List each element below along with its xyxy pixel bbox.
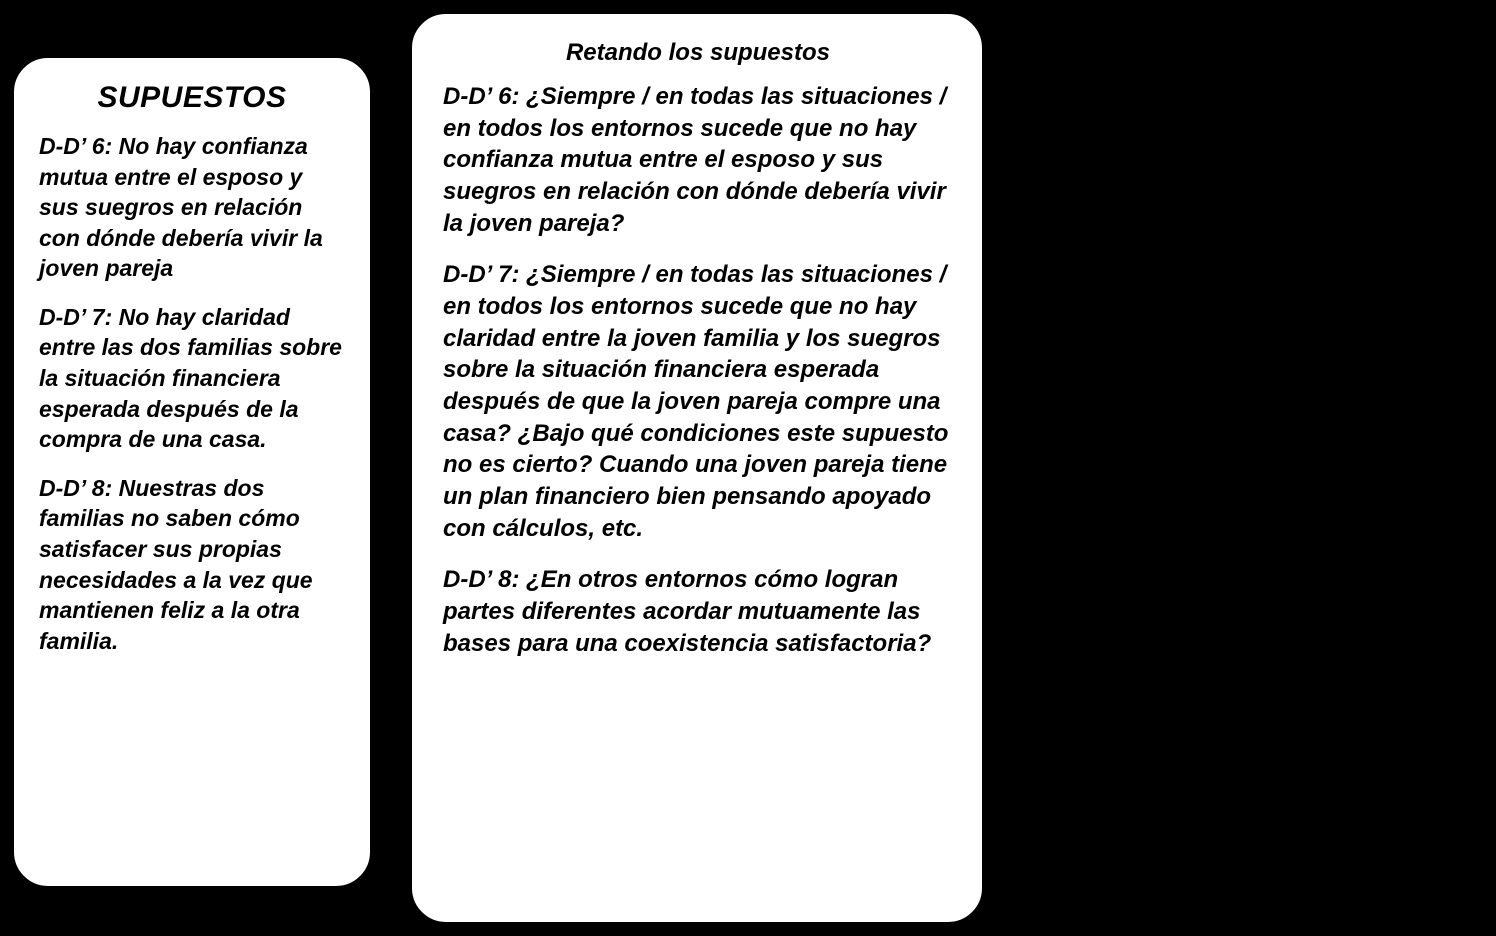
assumption-item-3: D-D’ 8: Nuestras dos familias no saben cómo satisfacer sus propias necesidades a la vez que mantienen feliz a la otra familia. — [39, 474, 313, 654]
challenge-item-2: D-D’ 7: ¿Siempre / en todas las situaciones / en todos los entornos sucede que no hay claridad entre la joven familia y los suegros sobre la situación financiera esperada después de que la joven pareja compre una casa? ¿Bajo qué condiciones este supuesto no es cierto? Cuando una joven pareja tiene un plan financiero bien pensando apoyado con cálculos, etc. — [443, 261, 949, 542]
challenge-card — [412, 14, 982, 922]
assumption-item-2: D-D’ 7: No hay claridad entre las dos familias sobre la situación financiera esperada después de la compra de una casa. — [39, 303, 342, 453]
assumption-item-1: D-D’ 6: No hay confianza mutua entre el esposo y sus suegros en relación con dónde debería vivir la joven pareja — [39, 133, 323, 282]
assumptions-card-title: SUPUESTOS — [97, 81, 287, 114]
challenge-item-3: D-D’ 8: ¿En otros entornos cómo logran partes diferentes acordar mutuamente las bases para una coexistencia satisfactoria? — [443, 566, 932, 657]
challenge-item-1: D-D’ 6: ¿Siempre / en todas las situaciones / en todos los entornos sucede que no hay confianza mutua entre el esposo y sus suegros en relación con dónde debería vivir la joven pareja? — [443, 83, 947, 237]
challenge-card-title: Retando los supuestos — [565, 39, 831, 66]
assumptions-card — [14, 58, 370, 886]
